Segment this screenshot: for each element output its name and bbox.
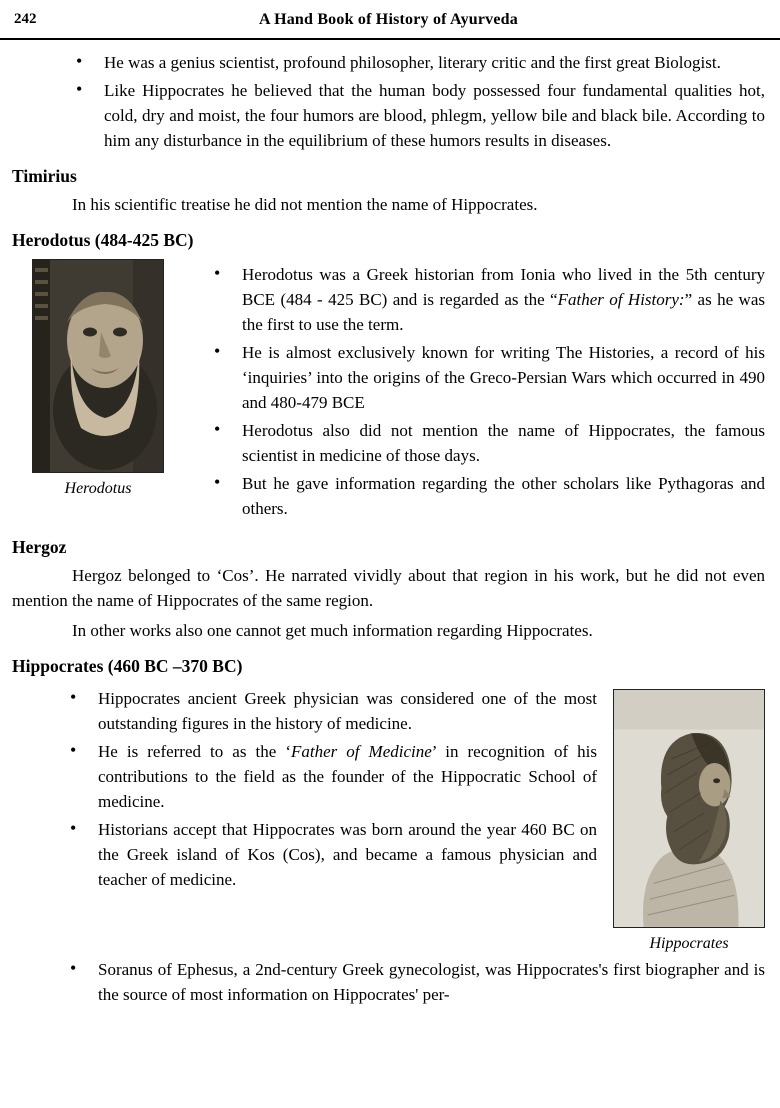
bullet-icon: • (70, 957, 77, 978)
list-item (208, 262, 765, 337)
herodotus-figure (32, 259, 164, 524)
list-item (64, 817, 597, 892)
list-item (64, 957, 765, 1007)
bullet-text: He was a genius scientist, profound philosopher, literary critic and the first great Biologist. (104, 53, 721, 72)
page-number: 242 (14, 11, 37, 27)
list-item (64, 739, 597, 814)
section-heading-hippocrates: Hippocrates (460 BC –370 BC) (12, 656, 243, 676)
bullet-text (242, 265, 765, 334)
bullet-text-segment: Herodotus was a Greek historian from Ionia who lived in the 5th century BCE (484 - 425 BC) and is regarded as the “ (242, 265, 765, 309)
bullet-icon: • (70, 818, 77, 838)
bullet-text: Herodotus also did not mention the name of Hippocrates, the famous scientist in medicine of those days. (242, 421, 765, 465)
herodotus-bullet-list (208, 259, 765, 524)
bullet-icon: • (76, 51, 83, 71)
bullet-icon: • (214, 472, 221, 492)
hippocrates-portrait-image (613, 689, 765, 928)
section-heading-timirius: Timirius (12, 166, 77, 186)
page-header (12, 8, 765, 34)
hippocrates-bullet-list (64, 683, 597, 953)
italic-text: Father of History: (557, 290, 685, 309)
bullet-icon: • (70, 740, 77, 760)
hergoz-paragraph-2: In other works also one cannot get much information regarding Hippocrates. (72, 621, 593, 640)
herodotus-portrait-image (32, 259, 164, 473)
bullet-icon: • (214, 419, 221, 439)
bullet-text: He is almost exclusively known for writing The Histories, a record of his ‘inquiries’ into the origins of the Greco-Persian Wars which occurred in 490 and 480-479 BCE (242, 343, 765, 412)
section-heading-hergoz: Hergoz (12, 537, 67, 557)
italic-text: Father of Medicine (290, 742, 432, 761)
bullet-text-segment: ” as he was the first to use the term. (242, 290, 765, 334)
herodotus-caption: Herodotus (64, 480, 132, 497)
bullet-icon: • (70, 687, 77, 707)
hippocrates-figure (613, 689, 765, 953)
bullet-text: Soranus of Ephesus, a 2nd-century Greek gynecologist, was Hippocrates's first biographer and is the source of most information on Hippocrates' per- (98, 959, 765, 1004)
bullet-text-segment: ’ in recognition of his contributions to the field as the founder of the Hippocratic School of medicine. (98, 742, 597, 811)
bullet-icon: • (214, 263, 221, 283)
list-item (208, 471, 765, 521)
timirius-paragraph: In his scientific treatise he did not mention the name of Hippocrates. (72, 195, 538, 214)
hippocrates-portrait-art (614, 690, 764, 927)
list-item (208, 418, 765, 468)
list-item (64, 686, 597, 736)
bullet-text: Like Hippocrates he believed that the human body possessed four fundamental qualities hot, cold, dry and moist, the four humors are blood, phlegm, yellow bile and black bile. According to him any disturbance in the equilibrium of these humors results in diseases. (104, 81, 765, 150)
bullet-text-segment: He is referred to as the ‘ (98, 742, 291, 761)
list-item (208, 340, 765, 415)
bullet-text: Historians accept that Hippocrates was born around the year 460 BC on the Greek island of Kos (Cos), and became a famous physician and teacher of medicine. (98, 820, 597, 889)
header-rule (0, 38, 780, 40)
herodotus-section (32, 259, 765, 524)
herodotus-portrait-art (33, 260, 163, 472)
book-title: A Hand Book of History of Ayurveda (259, 11, 518, 28)
hergoz-paragraph-1: Hergoz belonged to ‘Cos’. He narrated vividly about that region in his work, but he did not even mention the name of Hippocrates of the same region. (12, 566, 765, 610)
bullet-text: Hippocrates ancient Greek physician was considered one of the most outstanding figures in the history of medicine. (98, 689, 597, 733)
bullet-text: But he gave information regarding the other scholars like Pythagoras and others. (242, 474, 765, 518)
hippocrates-caption: Hippocrates (649, 934, 729, 952)
list-item (70, 50, 765, 75)
bullet-icon: • (214, 341, 221, 361)
final-bullet-list (64, 957, 765, 1007)
section-heading-herodotus: Herodotus (484-425 BC) (12, 230, 194, 250)
hippocrates-section (12, 683, 765, 953)
bullet-icon: • (76, 79, 83, 99)
bullet-text (98, 742, 597, 811)
list-item (70, 78, 765, 153)
intro-bullet-list (70, 50, 765, 153)
